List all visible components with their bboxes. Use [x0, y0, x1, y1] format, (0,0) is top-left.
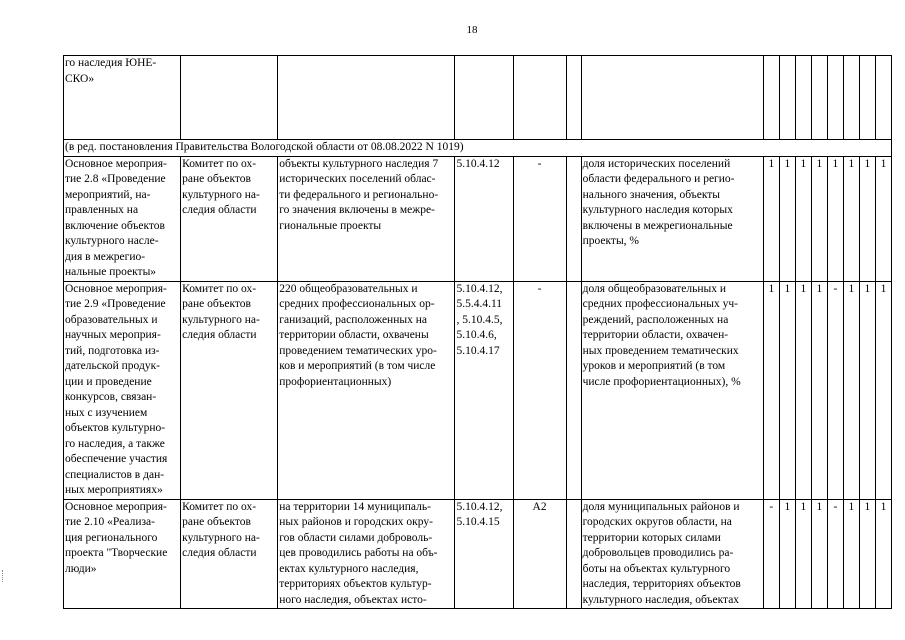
cell-mark: 1 [811, 281, 827, 499]
cell-executor: Комитет по ох- ране объектов культурного на- следия области [181, 156, 278, 281]
cell-mark: - [827, 281, 843, 499]
scan-margin-mark [2, 570, 6, 582]
cell-codes: 5.10.4.12, 5.10.4.15 [455, 499, 513, 609]
cell-mark: 1 [875, 281, 891, 499]
cell-code2: - [513, 156, 566, 281]
cell-mark: 1 [811, 499, 827, 609]
cell-mark: 1 [763, 156, 779, 281]
cell-mark: 1 [763, 281, 779, 499]
cell-mark: 1 [843, 156, 859, 281]
table-row-2-9 [64, 281, 892, 499]
cell-activity: Основное мероприя- тие 2.10 «Реализа- ция регионального проекта "Творческие люди» [64, 499, 181, 609]
table-row-2-10 [64, 499, 892, 609]
cell-mark: 1 [875, 156, 891, 281]
cell-mark: 1 [843, 499, 859, 609]
cell-mark: 1 [779, 281, 795, 499]
cell-code2: А2 [513, 499, 566, 609]
cell-mark: 1 [779, 499, 795, 609]
cell-mark: 1 [859, 281, 875, 499]
cell-codes: 5.10.4.12, 5.5.4.4.11 , 5.10.4.5, 5.10.4.6, 5.10.4.17 [455, 281, 513, 499]
cell-result: объекты культурного наследия 7 исторических поселений облас- ти федерального и регионально- го значения включены в межре- гиональные проекты [278, 156, 455, 281]
cell-mark: 1 [843, 281, 859, 499]
cell-result: на территории 14 муниципаль- ных районов и городских окру- гов области силами доброволь- цев проводились работы на объ- ектах культурного наследия, территориях объектов культур- ного наследия, объектах исто- [278, 499, 455, 609]
cell-code2: - [513, 281, 566, 499]
cell-mark: 1 [795, 156, 811, 281]
cell-indicator: доля общеобразовательных и средних профессиональных уч- реждений, расположенных на территории области, охвачен- ных проведением тематических уроков и мероприятий (в том числе профориентационных), % [581, 281, 763, 499]
cell-codes: 5.10.4.12 [455, 156, 513, 281]
cell-activity: Основное мероприя- тие 2.9 «Проведение образовательных и научных мероприя- тий, подготовка из- дательской продук- ции и проведение конкурсов, связан- ных с изучением объектов культурно- го наследия, а также обеспечение участия специалистов в дан- ных мероприятиях» [64, 281, 181, 499]
cell-mark: - [763, 499, 779, 609]
cell-indicator: доля исторических поселений области федерального и регио- нального значения, объекты культурного наследия которых включены в межрегиональные проекты, % [581, 156, 763, 281]
cell-executor: Комитет по ох- ране объектов культурного на- следия области [181, 281, 278, 499]
cell-activity: го наследия ЮНЕ- СКО» [64, 56, 181, 140]
cell-mark: 1 [859, 156, 875, 281]
cell-mark: 1 [875, 499, 891, 609]
cell-executor: Комитет по ох- ране объектов культурного на- следия области [181, 499, 278, 609]
page-number: 18 [466, 24, 478, 36]
amendment-note: (в ред. постановления Правительства Вологодской области от 08.08.2022 N 1019) [64, 140, 892, 157]
cell-mark: 1 [859, 499, 875, 609]
cell-indicator: доля муниципальных районов и городских округов области, на территории которых силами добровольцев проводились ра- боты на объектах культурного наследия, территориях объектов культурного наследия, объектах [581, 499, 763, 609]
cell-mark: - [827, 499, 843, 609]
cell-result: 220 общеобразовательных и средних профессиональных ор- ганизаций, расположенных на территории области, охвачены проведением тематических уро- ков и мероприятий (в том числе профориентационных) [278, 281, 455, 499]
table-row-amendment-note [64, 140, 892, 157]
cell-activity: Основное мероприя- тие 2.8 «Проведение мероприятий, на- правленных на включение объектов культурного насле- дия в межрегио- нальные проекты» [64, 156, 181, 281]
program-table [63, 55, 892, 609]
cell-mark: 1 [795, 499, 811, 609]
cell-mark: 1 [811, 156, 827, 281]
table-row-2-8 [64, 156, 892, 281]
cell-mark: 1 [827, 156, 843, 281]
cell-mark: 1 [779, 156, 795, 281]
table-row-carry-over [64, 56, 892, 140]
cell-mark: 1 [795, 281, 811, 499]
